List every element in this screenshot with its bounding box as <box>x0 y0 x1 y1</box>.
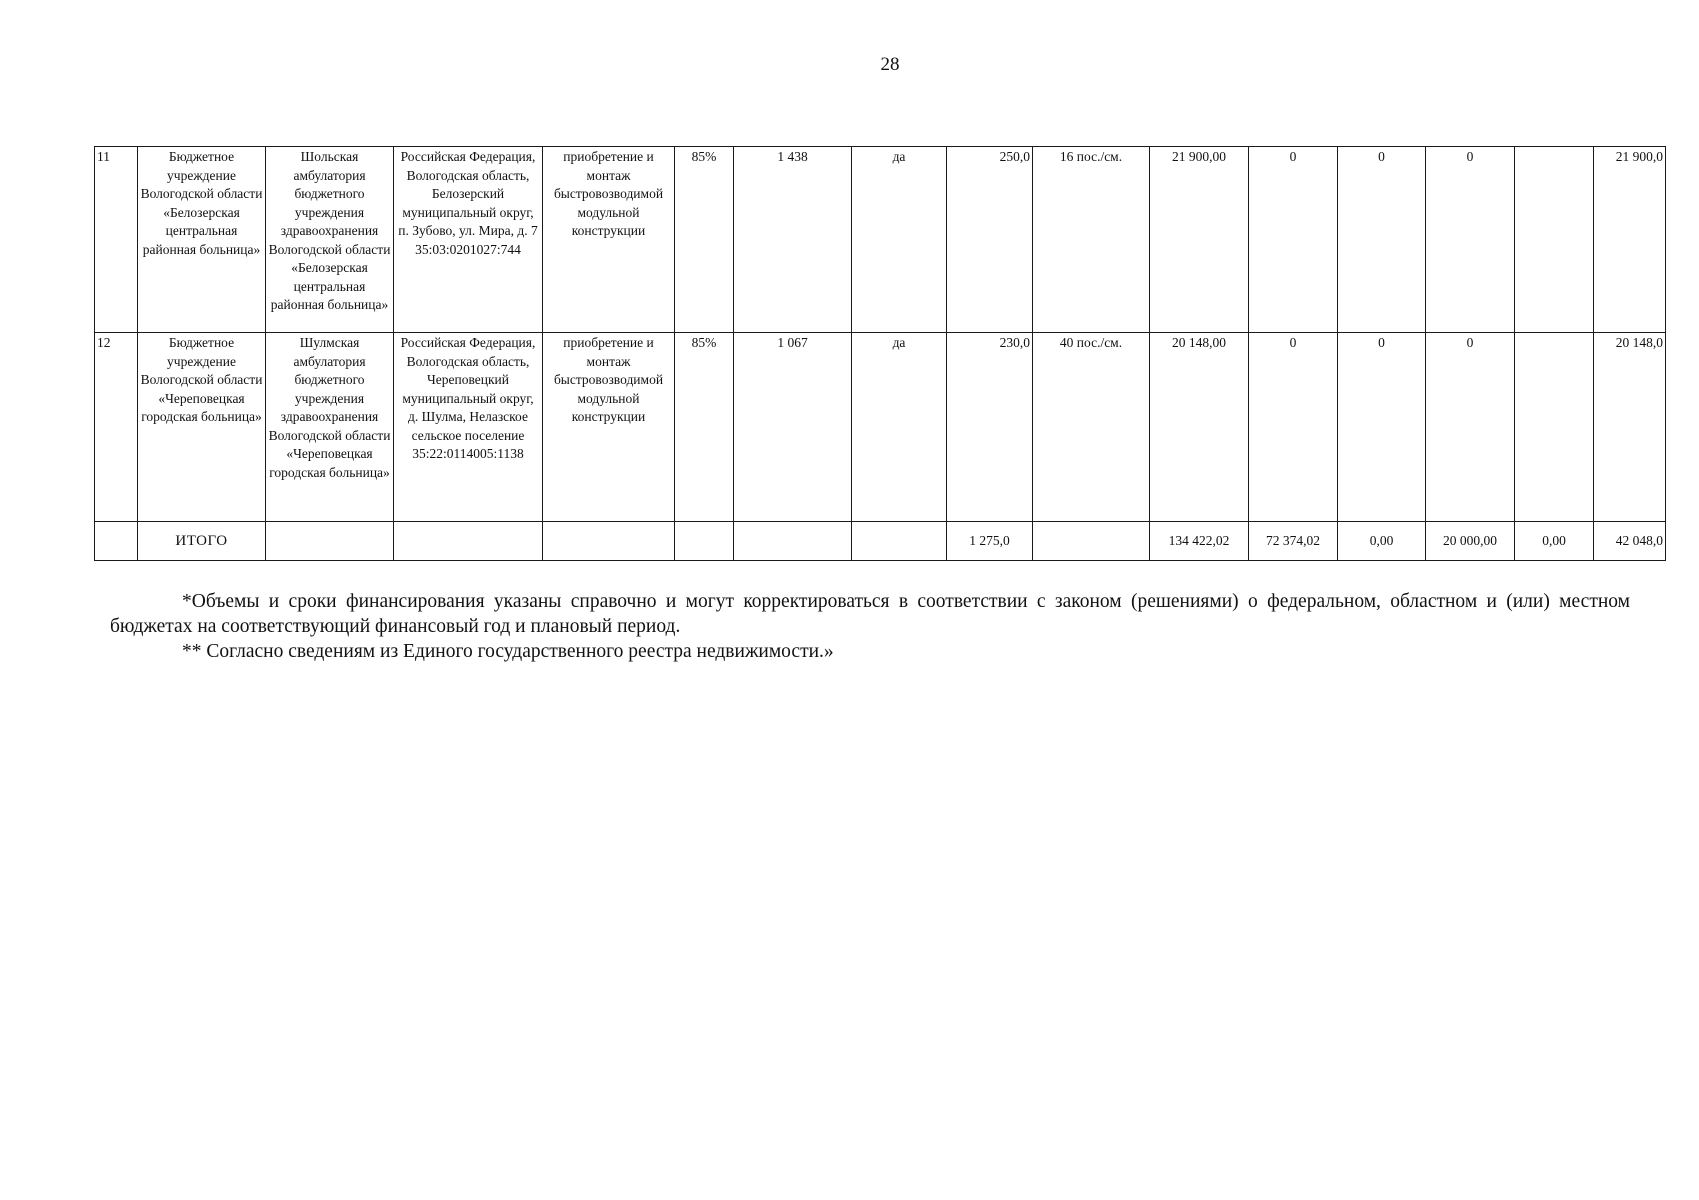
total-area-cell: 1 275,0 <box>947 522 1033 561</box>
total-extra-cell: 0,00 <box>1515 522 1594 561</box>
table-row <box>95 147 1666 333</box>
empty-cell <box>734 522 852 561</box>
total-amount-cell: 134 422,02 <box>1150 522 1249 561</box>
federal-budget-cell: 0 <box>1249 147 1338 333</box>
object-cell: Шольская амбулатория бюджетного учреждения здравоохранения Вологодской области «Белозерская центральная районная больница» <box>266 147 394 333</box>
readiness-cell: 85% <box>675 147 734 333</box>
total-label: ИТОГО <box>138 522 266 561</box>
area-cell: 250,0 <box>947 147 1033 333</box>
capacity-cell: 16 пос./см. <box>1033 147 1150 333</box>
local-budget-cell: 0 <box>1426 333 1515 522</box>
work-type-cell: приобретение и монтаж быстровозводимой модульной конструкции <box>543 147 675 333</box>
row-number: 12 <box>95 333 138 522</box>
total-federal-cell: 72 374,02 <box>1249 522 1338 561</box>
customer-cell: Бюджетное учреждение Вологодской области «Череповецкая городская больница» <box>138 333 266 522</box>
mark-cell: да <box>852 147 947 333</box>
area-cell: 230,0 <box>947 333 1033 522</box>
empty-cell <box>394 522 543 561</box>
readiness-cell: 85% <box>675 333 734 522</box>
object-cell: Шулмская амбулатория бюджетного учреждения здравоохранения Вологодской области «Череповецкая городская больница» <box>266 333 394 522</box>
customer-cell: Бюджетное учреждение Вологодской области «Белозерская центральная районная больница» <box>138 147 266 333</box>
total-amount-cell: 20 148,00 <box>1150 333 1249 522</box>
empty-cell <box>95 522 138 561</box>
total-amount-cell: 21 900,00 <box>1150 147 1249 333</box>
regional-budget-cell: 0 <box>1338 147 1426 333</box>
footnotes <box>110 589 1630 664</box>
row-number: 11 <box>95 147 138 333</box>
financing-table <box>94 146 1666 561</box>
total-regional-cell: 0,00 <box>1338 522 1426 561</box>
mark-cell: да <box>852 333 947 522</box>
local-budget-cell: 0 <box>1426 147 1515 333</box>
work-type-cell: приобретение и монтаж быстровозводимой модульной конструкции <box>543 333 675 522</box>
population-cell: 1 438 <box>734 147 852 333</box>
capacity-cell: 40 пос./см. <box>1033 333 1150 522</box>
total-row <box>95 522 1666 561</box>
extra-cell <box>1515 147 1594 333</box>
address-cell: Российская Федерация, Вологодская область, Белозерский муниципальный округ, п. Зубово, ул. Мира, д. 7 35:03:0201027:744 <box>394 147 543 333</box>
table-row <box>95 333 1666 522</box>
last-amount-cell: 20 148,0 <box>1594 333 1666 522</box>
address-cell: Российская Федерация, Вологодская область, Череповецкий муниципальный округ, д. Шулма, Нелазское сельское поселение 35:22:0114005:1138 <box>394 333 543 522</box>
total-last-cell: 42 048,0 <box>1594 522 1666 561</box>
empty-cell <box>1033 522 1150 561</box>
empty-cell <box>543 522 675 561</box>
footnote-registry: ** Согласно сведениям из Единого государственного реестра недвижимости.» <box>182 641 834 662</box>
empty-cell <box>852 522 947 561</box>
extra-cell <box>1515 333 1594 522</box>
last-amount-cell: 21 900,0 <box>1594 147 1666 333</box>
footnote-financing: *Объемы и сроки финансирования указаны справочно и могут корректироваться в соответствии с законом (решениями) о федеральном, областном и (или) местном бюджетах на соответствующий финансовый год и плановый период. <box>110 591 1630 637</box>
total-local-cell: 20 000,00 <box>1426 522 1515 561</box>
empty-cell <box>675 522 734 561</box>
federal-budget-cell: 0 <box>1249 333 1338 522</box>
page-number: 28 <box>880 54 900 75</box>
regional-budget-cell: 0 <box>1338 333 1426 522</box>
population-cell: 1 067 <box>734 333 852 522</box>
empty-cell <box>266 522 394 561</box>
